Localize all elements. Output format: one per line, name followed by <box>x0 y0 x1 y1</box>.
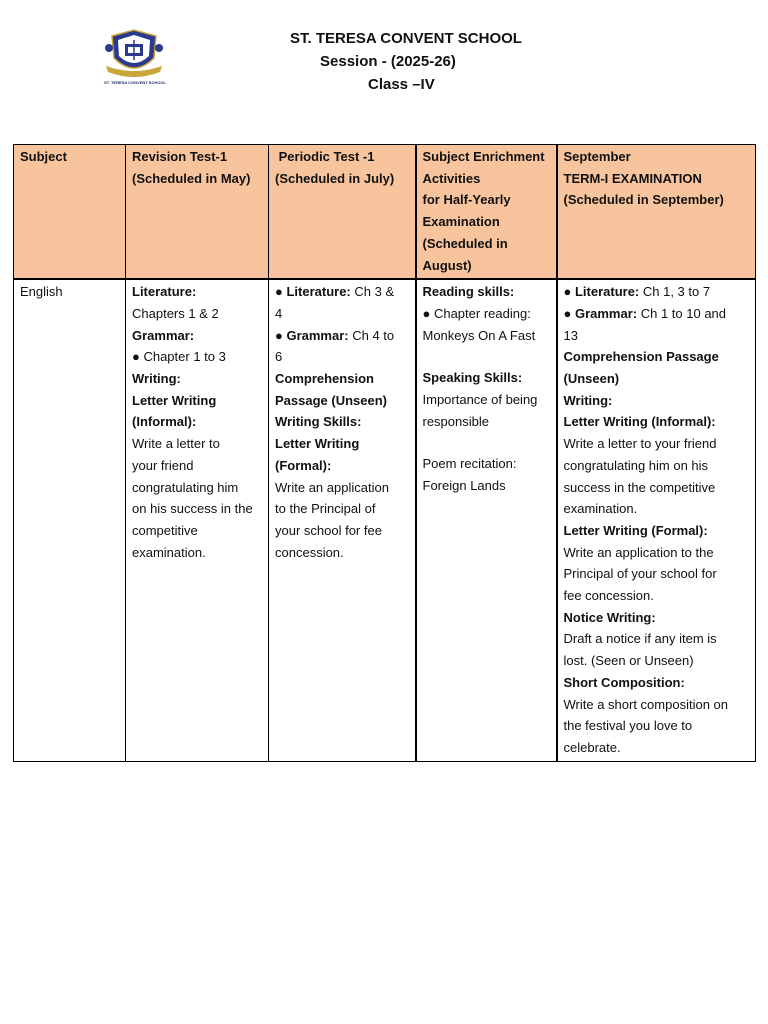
table-row-english <box>14 279 756 761</box>
logo-caption: ST. TERESA CONVENT SCHOOL <box>104 80 166 85</box>
syllabus-table <box>13 144 756 762</box>
header-subject: Subject <box>14 145 126 280</box>
school-crest-logo <box>104 26 164 88</box>
header-term-exam: September TERM-I EXAMINATION (Scheduled in September) <box>557 145 756 280</box>
school-name: ST. TERESA CONVENT SCHOOL <box>290 30 522 47</box>
header-periodic-test: Periodic Test -1 (Scheduled in July) <box>269 145 416 280</box>
class-title: Class –IV <box>368 76 435 93</box>
header-enrichment-activities: Subject Enrichment Activities for Half-Yearly Examination (Scheduled in August) <box>416 145 557 280</box>
table-header-row <box>14 145 756 280</box>
session-title: Session - (2025-26) <box>320 53 456 70</box>
header-revision-test: Revision Test-1 (Scheduled in May) <box>126 145 269 280</box>
cell-term-exam: ● Literature: Ch 1, 3 to 7 ● Grammar: Ch 1 to 10 and 13 Comprehension Passage (Unseen) Writing: Letter Writing (Informal): Write a letter to your friend congratulating him on his success in the competitive examination. Letter Writing (Formal): Write an application to the Principal of your school for fee concession. Notice Writing: Draft a notice if any item is lost. (Seen or Unseen) Short Composition: Write a short composition on the festival you love to celebrate. <box>557 279 756 761</box>
cell-enrichment-activities: Reading skills: ● Chapter reading: Monkeys On A Fast Speaking Skills: Importance of being responsible Poem recitation: Foreign Lands <box>416 279 557 761</box>
cell-periodic-test: ● Literature: Ch 3 & 4 ● Grammar: Ch 4 to 6 Comprehension Passage (Unseen) Writing Skills: Letter Writing (Formal): Write an application to the Principal of your school for fee concession. <box>269 279 416 761</box>
cell-revision-test: Literature: Chapters 1 & 2 Grammar: ● Chapter 1 to 3 Writing: Letter Writing (Informal): Write a letter to your friend congratulating him on his success in the competitive examination. <box>126 279 269 761</box>
cell-subject: English <box>14 279 126 761</box>
